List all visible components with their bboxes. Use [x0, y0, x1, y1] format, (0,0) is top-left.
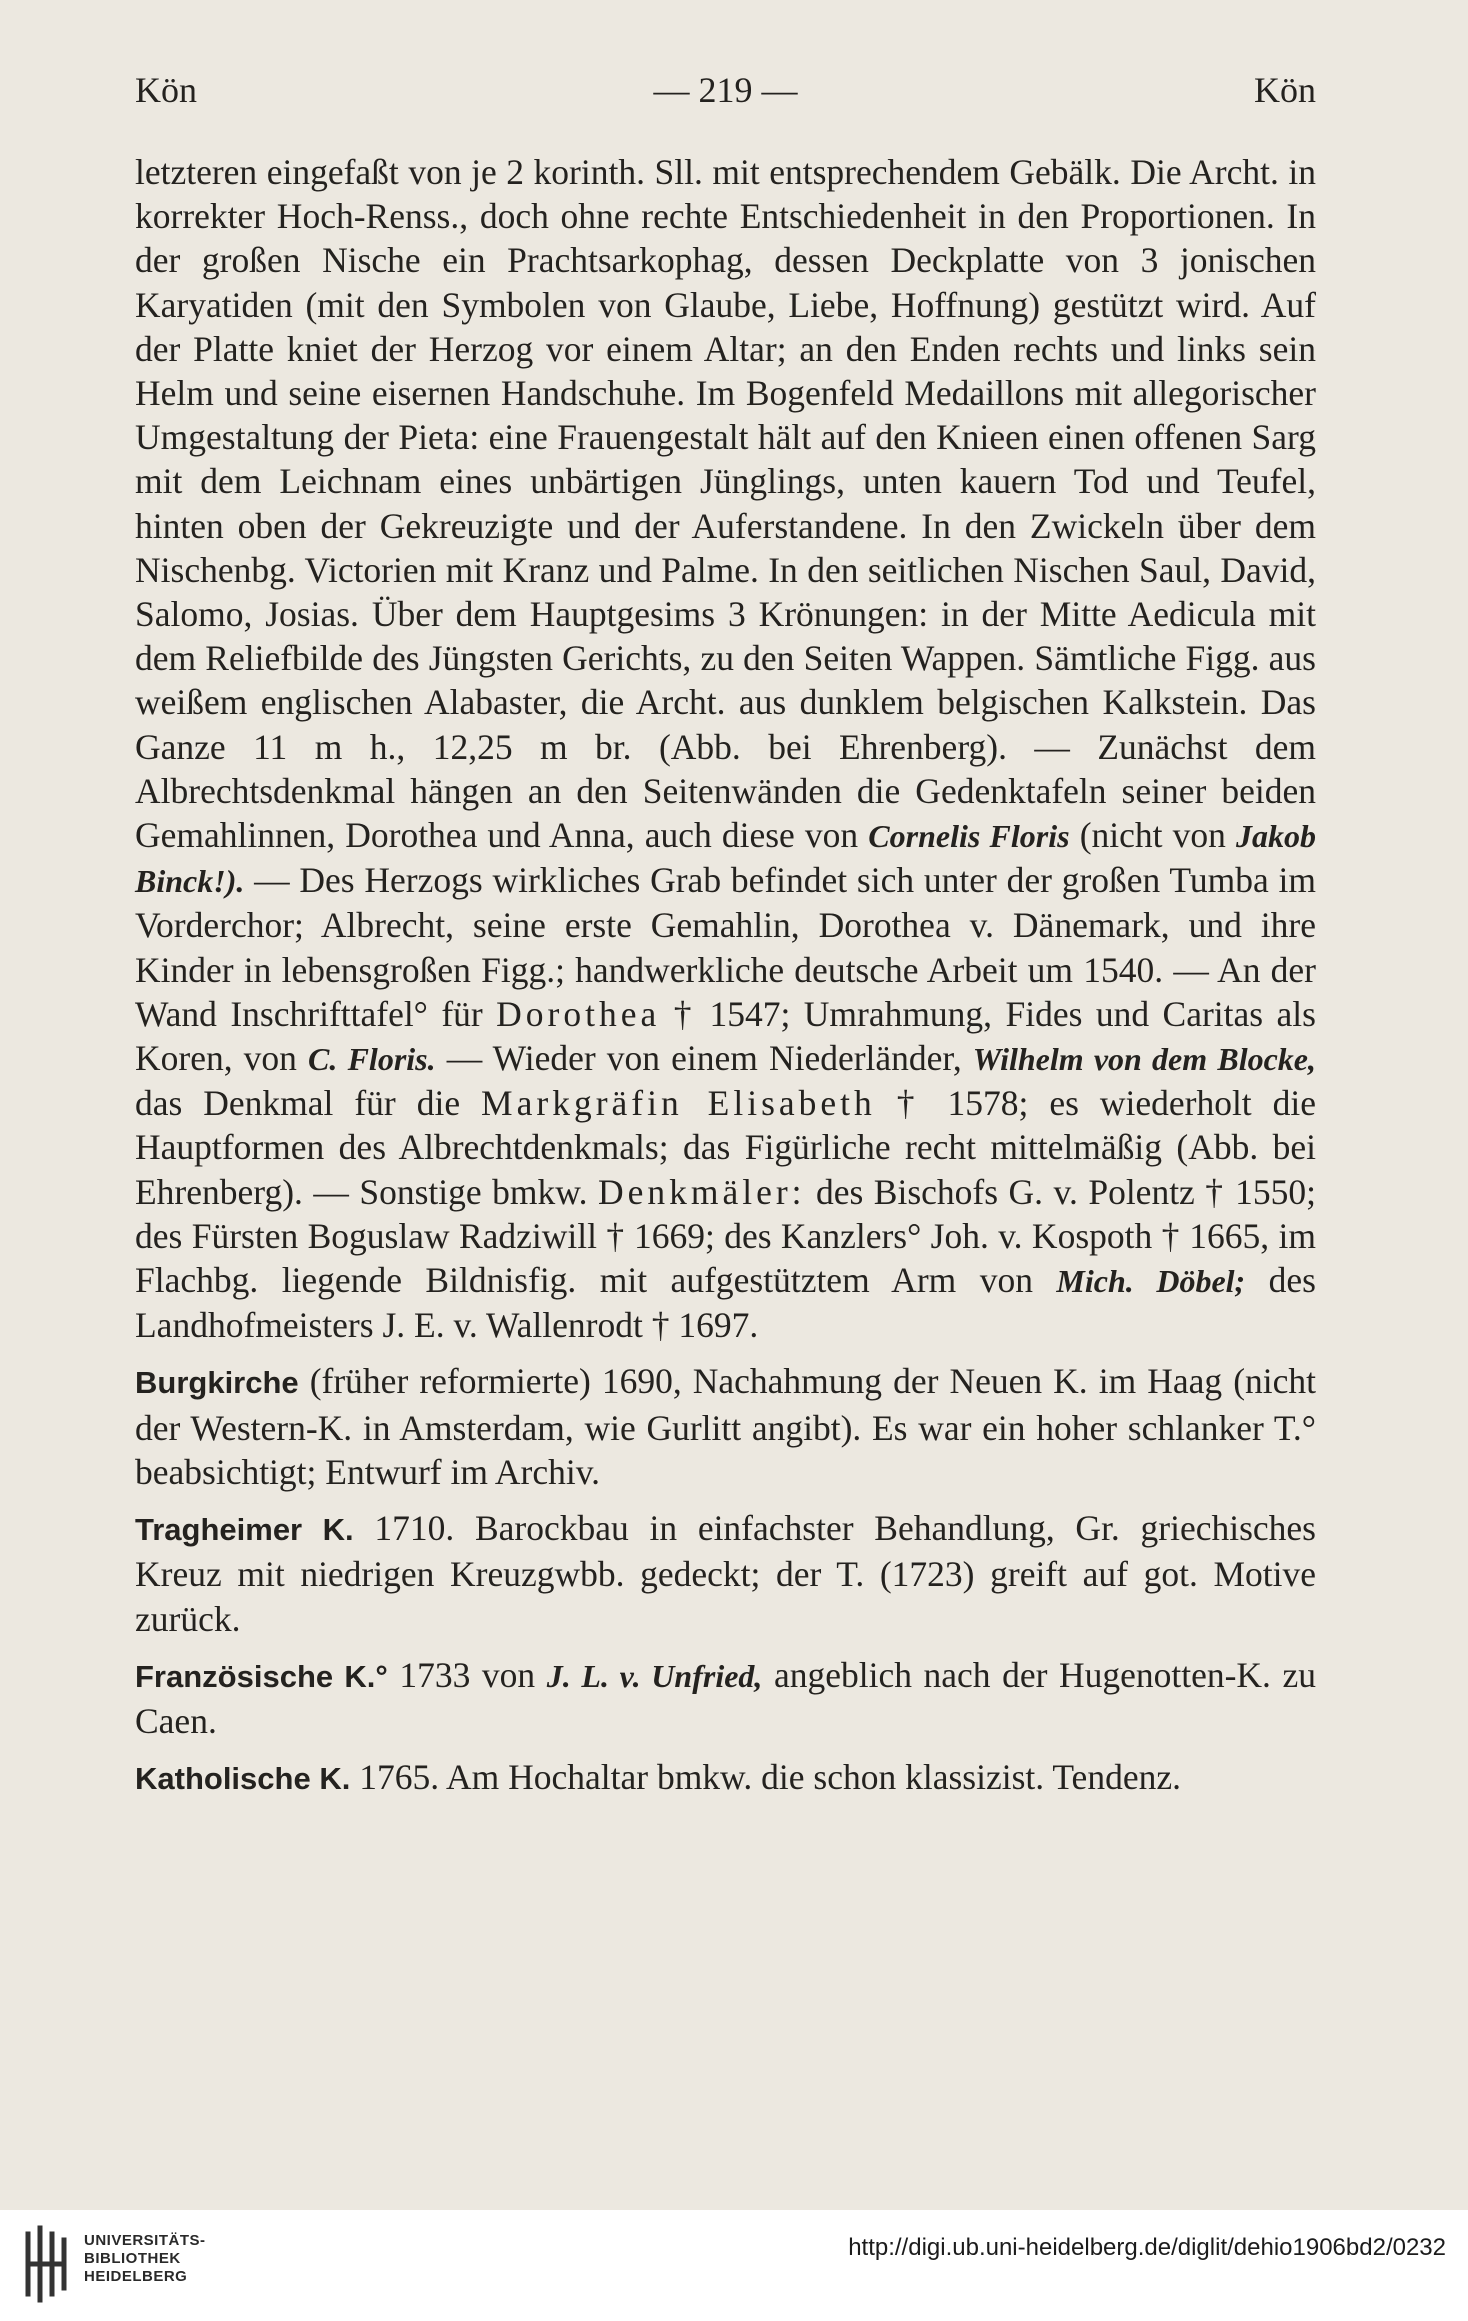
library-name-line: HEIDELBERG — [84, 2268, 188, 2285]
entry-heading: Katholische K. — [135, 1761, 351, 1797]
artist-name: Jakob Binck!). — [135, 818, 1316, 900]
footer-bar — [0, 2210, 1468, 2321]
text-run: — Wieder von einem Niederländer, — [435, 1038, 973, 1079]
text-run: des Bischofs G. v. Polentz † 1550; des Fürsten Boguslaw Radziwill † 1669; des Kanzlers° Joh. v. Kospoth † 1665, im Flachbg. liegende Bildnisfig. mit aufgestütztem Arm von — [135, 1171, 1316, 1301]
library-name — [84, 2232, 206, 2286]
text-run: angeblich nach der Hugenotten-K. zu Caen. — [135, 1654, 1316, 1741]
page-number: — 219 — — [653, 70, 798, 110]
artist-name: J. L. v. Unfried, — [546, 1657, 763, 1694]
text-run: † 1578; es wiederholt die Hauptformen des Albrechtdenkmals; das Figürliche recht mittelmäßig (Abb. bei Ehrenberg). — Sonstige bmkw. — [135, 1083, 1316, 1212]
running-header — [135, 62, 1316, 118]
spaced-name: Markgräfin Elisabeth — [481, 1083, 876, 1124]
paragraph-albrechtsdenkmal — [135, 150, 1316, 1347]
text-run: — Des Herzogs wirkliches Grab befindet sich unter der großen Tumba im Vorderchor; Albrecht, seine erste Gemahlin, Dorothea v. Dänemark, und ihre Kinder in lebensgroßen Figg.; handwerkliche deutsche Arbeit um 1540. — An der Wand Inschrifttafel° für — [135, 860, 1316, 1034]
permalink-url[interactable]: http://digi.ub.uni-heidelberg.de/diglit/dehio1906bd2/0232 — [848, 2234, 1446, 2261]
entry-heading: Französische K.° — [135, 1658, 388, 1694]
text-run: (nicht von — [1069, 815, 1236, 856]
text-run: des Landhofmeisters J. E. v. Wallenrodt † 1697. — [135, 1260, 1317, 1346]
artist-name: C. Floris. — [308, 1041, 436, 1078]
paragraph-katholische-kirche — [135, 1755, 1316, 1801]
library-name-line: UNIVERSITÄTS- — [84, 2232, 206, 2249]
artist-name: Cornelis Floris — [868, 818, 1070, 855]
spaced-name: Dorothea — [496, 993, 661, 1034]
entry-heading: Burgkirche — [135, 1365, 299, 1401]
body-text — [135, 150, 1316, 1801]
artist-name: Wilhelm von dem Blocke, — [972, 1041, 1317, 1078]
text-run: (früher reformierte) 1690, Nachahmung der Neuen K. im Haag (nicht der Western-K. in Amsterdam, wie Gurlitt angibt). Es war ein hoher schlanker T.° beabsichtigt; Entwurf im Archiv. — [135, 1361, 1316, 1492]
text-run: 1710. Barockbau in einfachster Behandlung, Gr. griechisches Kreuz mit niedrigen Kreuzgwbb. gedeckt; der T. (1723) greift auf got. Motive zurück. — [135, 1508, 1316, 1639]
text-run: das Denkmal für die — [135, 1083, 482, 1124]
library-name-line: BIBLIOTHEK — [84, 2250, 181, 2267]
paragraph-franzoesische-kirche — [135, 1653, 1316, 1743]
spaced-name: Denkmäler: — [597, 1171, 806, 1212]
paragraph-burgkirche — [135, 1359, 1316, 1494]
header-right-keyword: Kön — [1254, 70, 1316, 110]
text-run: 1733 von — [387, 1654, 547, 1695]
university-library-logo-icon — [22, 2224, 78, 2304]
text-run: † 1547; Umrahmung, Fides und Caritas als Koren, von — [135, 993, 1316, 1079]
text-run: letzteren eingefaßt von je 2 korinth. Sll. mit entsprechendem Gebälk. Die Archt. in korrekter Hoch-Renss., doch ohne rechte Entschiedenheit in den Proportionen. In der großen Nische ein Prachtsarkophag, dessen Deckplatte von 3 jonischen Karyatiden (mit den Symbolen von Glaube, Liebe, Hoffnung) gestützt wird. Auf der Platte kniet der Herzog vor einem Altar; an den Enden rechts und links sein Helm und seine eisernen Handschuhe. Im Bogenfeld Medaillons mit allegorischer Umgestaltung der Pieta: eine Frauengestalt hält auf den Knieen einen offenen Sarg mit dem Leichnam eines unbärtigen Jünglings, unten kauern Tod und Teufel, hinten oben der Gekreuzigte und der Auferstandene. In den Zwickeln über dem Nischenbg. Victorien mit Kranz und Palme. In den seitlichen Nischen Saul, David, Salomo, Josias. Über dem Hauptgesims 3 Krönungen: in der Mitte Aedicula mit dem Reliefbilde des Jüngsten Gerichts, zu den Seiten Wappen. Sämtliche Figg. aus weißem englischen Alabaster, die Archt. aus dunklem belgischen Kalkstein. Das Ganze 11 m h., 12,25 m br. (Abb. bei Ehrenberg). — Zunächst dem Albrechtsdenkmal hängen an den Seitenwänden die Gedenktafeln seiner beiden Gemahlinnen, Dorothea und Anna, auch diese von — [135, 152, 1316, 856]
paragraph-tragheimer-kirche — [135, 1506, 1316, 1641]
text-run: 1765. Am Hochaltar bmkw. die schon klassizist. Tendenz. — [350, 1757, 1181, 1798]
entry-heading: Tragheimer K. — [135, 1512, 354, 1548]
artist-name: Mich. Döbel; — [1056, 1263, 1246, 1300]
header-left-keyword: Kön — [135, 70, 197, 110]
